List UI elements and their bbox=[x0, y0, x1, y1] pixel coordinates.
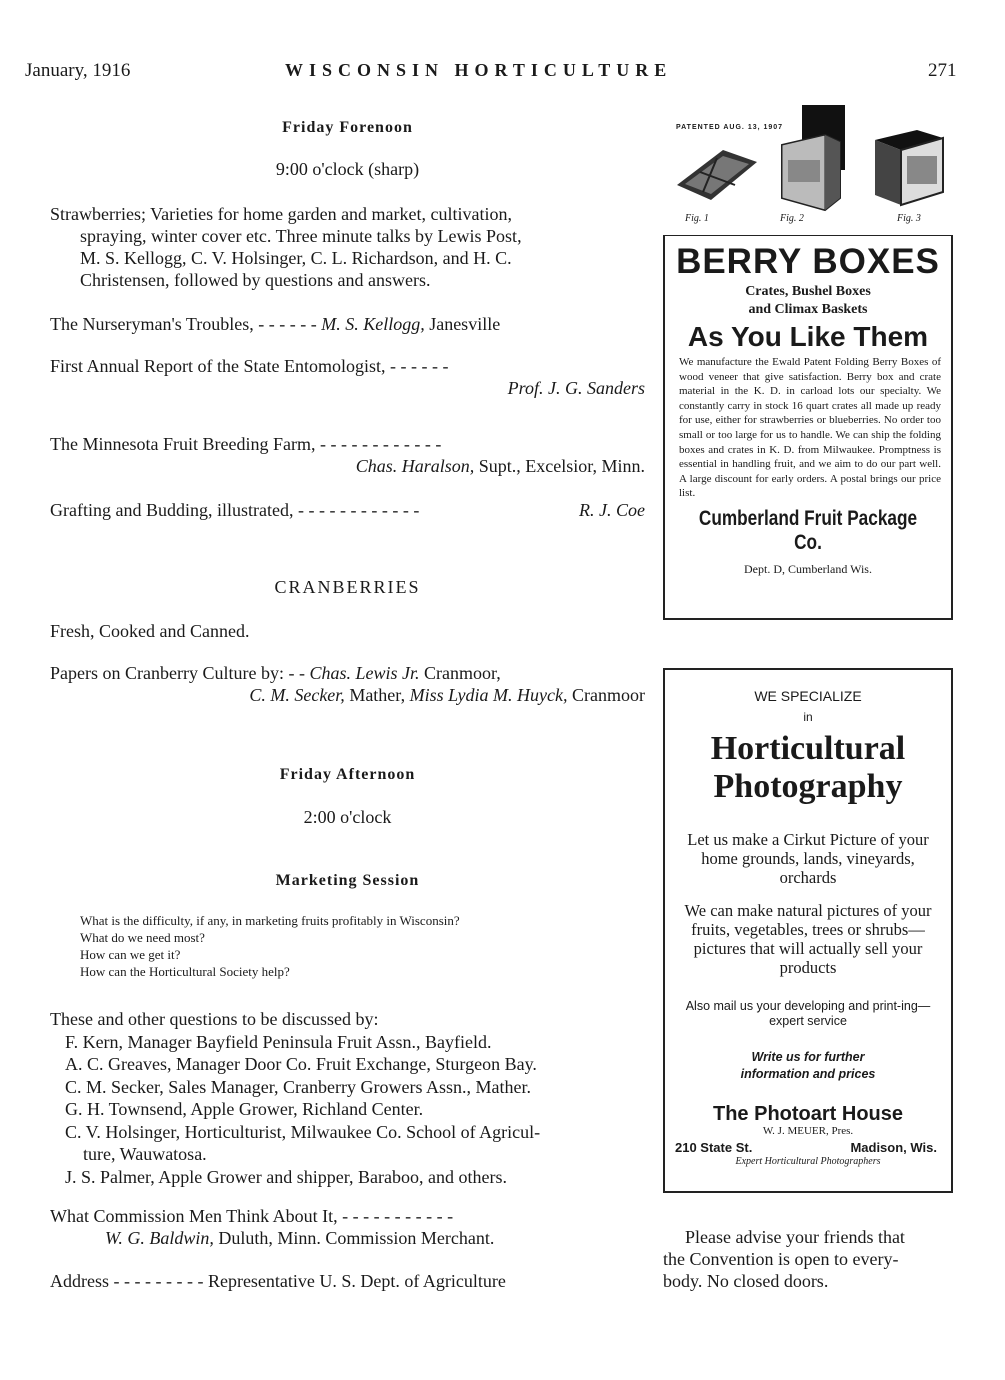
ad-slogan: As You Like Them bbox=[687, 321, 929, 352]
leader-dashes: - - - - - - - - - - - bbox=[342, 1206, 454, 1226]
marketing-questions bbox=[80, 912, 640, 980]
page-number: 271 bbox=[928, 60, 957, 81]
ad-street: 210 State St. bbox=[675, 1140, 753, 1155]
leader-dashes: - - - - - - bbox=[258, 314, 317, 334]
commission-item bbox=[50, 1205, 645, 1249]
speaker-name: W. G. Baldwin, bbox=[105, 1228, 214, 1248]
ad-body: We manufacture the Ewald Patent Folding Berry Boxes of wood veneer that give satisfaction. Berry box and crate material in the K. D. in carload lots our specialty. We constantly carry in stock 16 quart crates all made up ready for use, either for strawberries or blueberries. No order too small or too large for us to handle. We can ship the folding boxes and crates in K. D. from Milwaukee. Promptness is essential in handling fruit, and we aim to do our part well. A large discount for early orders. A postal brings our price list. bbox=[679, 356, 941, 500]
address-item bbox=[50, 1270, 645, 1292]
question: What is the difficulty, if any, in marketing fruits profitably in Wisconsin? bbox=[80, 913, 460, 928]
berry-box-illustration bbox=[665, 100, 955, 230]
ad-dept: Dept. D, Cumberland Wis. bbox=[744, 561, 872, 576]
leader-dashes: - - - - - - - - - - - - bbox=[297, 500, 420, 520]
open-box-icon bbox=[782, 105, 845, 210]
ad-company: Cumberland Fruit Package Co. bbox=[698, 506, 918, 554]
ad-specialize: WE SPECIALIZE bbox=[754, 688, 862, 704]
entomologist-item bbox=[50, 355, 645, 399]
fig-1-label: Fig. 1 bbox=[685, 213, 709, 224]
speaker-place: Mather, bbox=[349, 685, 406, 705]
ad-company: The Photoart House bbox=[712, 1103, 903, 1125]
photoart-ad bbox=[663, 668, 953, 1193]
papers-intro: Papers on Cranberry Culture by: bbox=[50, 663, 284, 683]
marketing-session-heading: Marketing Session bbox=[275, 872, 420, 889]
speaker-name: M. S. Kellogg, bbox=[321, 314, 425, 334]
speaker-place: Cranmoor, bbox=[423, 663, 501, 683]
ad-paragraph: Let us make a Cirkut Picture of your home grounds, lands, vineyards, orchards bbox=[687, 830, 929, 887]
text-line: M. S. Kellogg, C. V. Holsinger, C. L. Richardson, and H. C. bbox=[80, 248, 512, 268]
ad-cta: Write us for further bbox=[751, 1050, 865, 1064]
text-line: spraying, winter cover etc. Three minute talks by Lewis Post, bbox=[80, 226, 522, 246]
ad-title: BERRY BOXES bbox=[676, 242, 940, 281]
speaker-place: Supt., Excelsior, Minn. bbox=[478, 456, 645, 476]
discussants-intro: These and other questions to be discussed by: bbox=[50, 1009, 379, 1029]
question: How can the Horticultural Society help? bbox=[80, 964, 290, 979]
item-title: Address bbox=[50, 1271, 109, 1291]
nursery-item bbox=[50, 313, 645, 335]
question: What do we need most? bbox=[80, 930, 205, 945]
discussant: ture, Wauwatosa. bbox=[83, 1144, 207, 1164]
discussants-list bbox=[50, 1008, 645, 1188]
speaker-place: Duluth, Minn. Commission Merchant. bbox=[218, 1228, 495, 1248]
berry-boxes-ad bbox=[663, 235, 953, 620]
journal-title: WISCONSIN HORTICULTURE bbox=[285, 60, 673, 80]
minnesota-item bbox=[50, 433, 645, 477]
ad-paragraph: Also mail us your developing and print-ing—expert service bbox=[685, 999, 931, 1028]
fig-3-label: Fig. 3 bbox=[897, 213, 921, 224]
speaker-name: R. J. Coe bbox=[579, 500, 645, 520]
leader-dashes: - - - - - - - - - - - - bbox=[319, 434, 442, 454]
item-title: The Nurseryman's Troubles, bbox=[50, 314, 254, 334]
friday-afternoon-heading: Friday Afternoon bbox=[279, 766, 416, 783]
cranberries-subhead: Fresh, Cooked and Canned. bbox=[50, 621, 250, 641]
ad-cta: information and prices bbox=[740, 1067, 876, 1081]
item-title: First Annual Report of the State Entomologist, bbox=[50, 356, 386, 376]
ad-city: Madison, Wis. bbox=[850, 1140, 937, 1155]
ad-paragraph: We can make natural pictures of your fruits, vegetables, trees or shrubs—pictures that will actually sell your products bbox=[684, 901, 932, 977]
discussant: F. Kern, Manager Bayfield Peninsula Fruit Assn., Bayfield. bbox=[65, 1031, 492, 1052]
note-line: the Convention is open to every- bbox=[663, 1249, 899, 1269]
discussant: C. M. Secker, Sales Manager, Cranberry Growers Assn., Mather. bbox=[65, 1076, 531, 1097]
question: How can we get it? bbox=[80, 947, 181, 962]
leader-dashes: - - - - - - bbox=[389, 356, 449, 376]
friday-forenoon-heading: Friday Forenoon bbox=[282, 119, 413, 136]
text-line: Strawberries; Varieties for home garden and market, cultivation, bbox=[50, 204, 513, 224]
leader-dashes: - - bbox=[288, 663, 305, 683]
item-title: Grafting and Budding, illustrated, bbox=[50, 500, 294, 520]
grafting-item bbox=[50, 499, 645, 521]
speaker-place: Janesville bbox=[429, 314, 501, 334]
running-head-date: January, 1916 bbox=[25, 60, 131, 81]
ad-subtitle: and Climax Baskets bbox=[748, 302, 868, 317]
closed-box-icon bbox=[875, 130, 943, 205]
fig-2-label: Fig. 2 bbox=[780, 213, 804, 224]
discussant: A. C. Greaves, Manager Door Co. Fruit Exchange, Sturgeon Bay. bbox=[65, 1054, 537, 1074]
discussant: G. H. Townsend, Apple Grower, Richland Center. bbox=[65, 1099, 424, 1119]
speaker-name: Representative U. S. Dept. of Agriculture bbox=[207, 1271, 506, 1291]
speaker-name: Chas. Lewis Jr. bbox=[309, 663, 420, 683]
discussant: J. S. Palmer, Apple Grower and shipper, Baraboo, and others. bbox=[65, 1166, 507, 1187]
ad-subtitle: Crates, Bushel Boxes bbox=[745, 284, 871, 299]
cranberry-papers bbox=[50, 662, 645, 706]
speaker-name: Prof. J. G. Sanders bbox=[507, 378, 645, 398]
speaker-name: Chas. Haralson, bbox=[355, 456, 475, 476]
strawberries-paragraph bbox=[50, 203, 645, 291]
note-line: body. No closed doors. bbox=[663, 1271, 829, 1291]
ad-title-line: Horticultural bbox=[710, 730, 906, 767]
ad-in: in bbox=[803, 710, 813, 724]
forenoon-time: 9:00 o'clock (sharp) bbox=[275, 159, 420, 179]
ad-address bbox=[665, 1138, 951, 1155]
speaker-place: Cranmoor bbox=[572, 685, 645, 705]
speaker-name: Miss Lydia M. Huyck, bbox=[409, 685, 568, 705]
afternoon-time: 2:00 o'clock bbox=[303, 807, 392, 827]
speaker-name: C. M. Secker, bbox=[249, 685, 345, 705]
flat-box-icon bbox=[677, 150, 757, 200]
patent-note: PATENTED AUG. 13, 1907 bbox=[676, 124, 784, 131]
item-title: What Commission Men Think About It, bbox=[50, 1206, 338, 1226]
ad-title-line: Photography bbox=[713, 768, 903, 805]
item-title: The Minnesota Fruit Breeding Farm, bbox=[50, 434, 316, 454]
ad-tagline: Expert Horticultural Photographers bbox=[735, 1156, 881, 1167]
text-line: Christensen, followed by questions and answers. bbox=[80, 270, 431, 290]
discussant: C. V. Holsinger, Horticulturist, Milwaukee Co. School of Agricul- bbox=[65, 1121, 541, 1142]
note-line: Please advise your friends that bbox=[685, 1227, 905, 1247]
leader-dashes: - - - - - - - - - bbox=[113, 1271, 204, 1291]
ad-president: W. J. MEUER, Pres. bbox=[762, 1125, 854, 1137]
cranberries-heading: CRANBERRIES bbox=[274, 577, 421, 597]
convention-note bbox=[663, 1226, 958, 1292]
